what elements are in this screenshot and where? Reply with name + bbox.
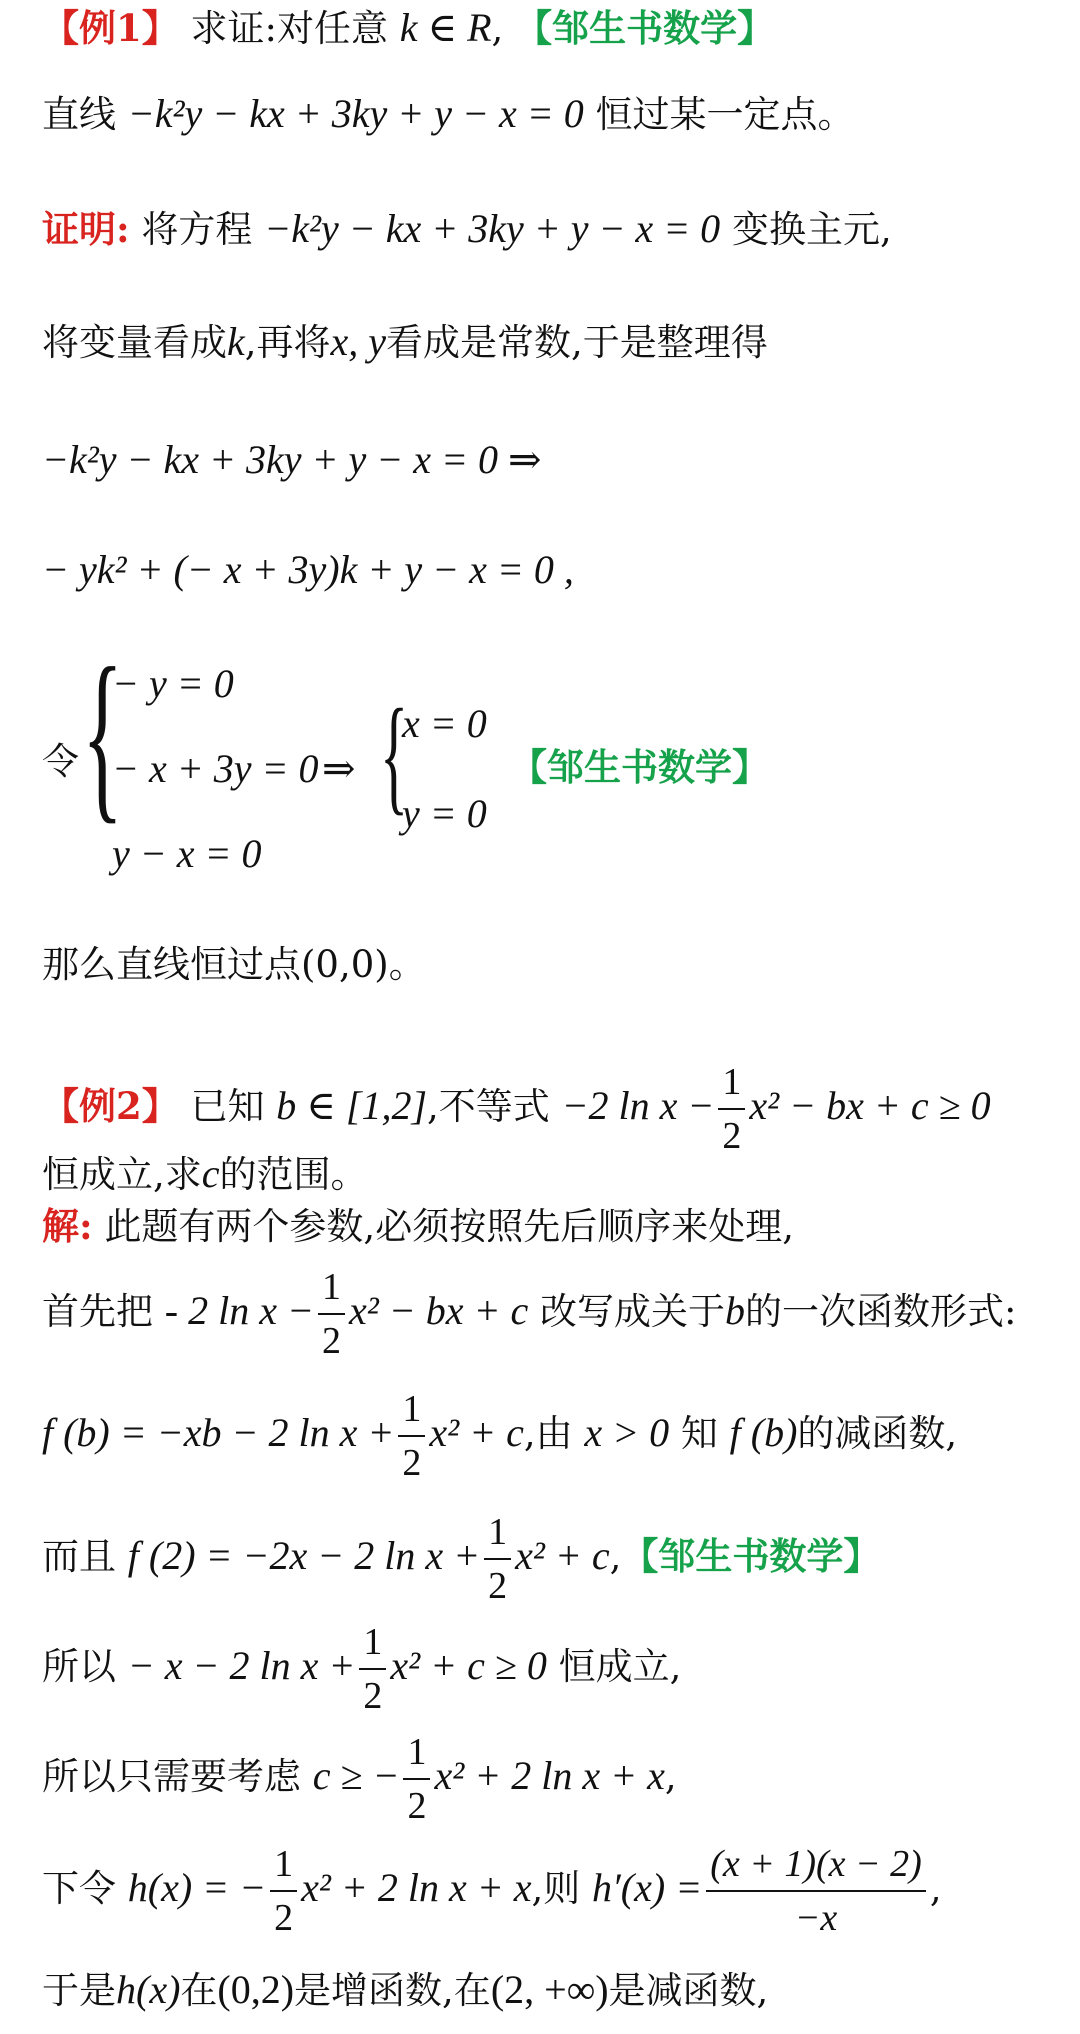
- solution-step2: [42, 1387, 957, 1486]
- solution-intro: [42, 1204, 794, 1249]
- step-text-2: 恒成立,: [558, 1645, 682, 1689]
- statement-equation: −k²y − kx + 3ky + y − x = 0: [127, 91, 584, 136]
- watermark: 【邹生书数学】: [510, 745, 769, 789]
- question-text-2: 的范围。: [219, 1153, 368, 1196]
- step-math: f (b) = −xb − 2 ln x +: [42, 1410, 395, 1456]
- fraction-numerator: 1: [403, 1730, 430, 1780]
- example2-question: [42, 1150, 368, 1198]
- inequality-part-1: −2 ln x −: [561, 1083, 715, 1129]
- solution-label: 解:: [42, 1204, 93, 1248]
- example1-conclusion: 那么直线恒过点(0,0)。: [42, 943, 426, 986]
- fraction-numerator: 1: [718, 1060, 745, 1110]
- step-math: f (2) = −2x − 2 ln x +: [127, 1533, 481, 1579]
- implies-arrow: ⇒: [322, 746, 356, 791]
- statement-text: 直线: [42, 93, 116, 136]
- derivative-denominator: −x: [794, 1896, 838, 1939]
- step-comma: ,: [664, 1755, 677, 1799]
- left-brace-2: {: [380, 683, 409, 827]
- system2-row2: y = 0: [402, 791, 487, 836]
- step1-text-2: ,再将: [244, 321, 331, 364]
- example2-prompt-text-2: ,不等式: [427, 1085, 550, 1129]
- step-text-2: 改写成关于: [539, 1290, 725, 1334]
- watermark: 【邹生书数学】: [621, 1534, 881, 1579]
- example2-title-line: [42, 1060, 991, 1159]
- fraction-denominator: 2: [321, 1319, 341, 1362]
- step-text-2: ,则: [531, 1867, 581, 1911]
- proof-text: 将方程: [141, 208, 253, 251]
- example2-label: 【例2】: [42, 1084, 179, 1129]
- fraction-half: [318, 1265, 345, 1364]
- system2-row1: x = 0: [402, 701, 487, 746]
- fraction-denominator: 2: [722, 1114, 742, 1157]
- solution-text: 此题有两个参数,必须按照先后顺序来处理,: [104, 1205, 794, 1248]
- step-bvar: b: [724, 1288, 745, 1334]
- fraction-denominator: 2: [274, 1896, 294, 1939]
- step-math: c ≥ −: [312, 1753, 400, 1799]
- example2-prompt-text: 已知: [190, 1085, 265, 1129]
- fraction-numerator: 1: [318, 1265, 345, 1315]
- step-text: 而且: [42, 1535, 116, 1579]
- derivative-lhs: h′(x) =: [592, 1865, 703, 1911]
- fraction-half: [270, 1842, 297, 1941]
- statement-text-2: 恒过某一定点。: [595, 93, 855, 136]
- left-brace-1: {: [82, 630, 124, 840]
- proof-equation: −k²y − kx + 3ky + y − x = 0: [264, 206, 721, 251]
- system1-row2: − x + 3y = 0: [112, 746, 319, 791]
- step-text: 下令: [42, 1867, 116, 1911]
- solution-step3: [42, 1510, 880, 1609]
- step-text-3: 是增函数,在: [294, 1969, 491, 2012]
- step-h: h(x): [116, 1967, 181, 2012]
- interval-2: (2, +∞): [490, 1967, 609, 2012]
- step-text: ,由: [523, 1412, 573, 1456]
- step-text-2: 在: [180, 1969, 218, 2012]
- step1-xy: x, y: [330, 319, 387, 364]
- step-text: 所以: [42, 1645, 116, 1689]
- step-text-4: 是减函数,: [608, 1969, 769, 2012]
- example1-label: 【例1】: [42, 6, 179, 50]
- question-text: 恒成立,求: [42, 1153, 202, 1196]
- example1-prompt-comma: ,: [491, 7, 504, 50]
- step-math: − x − 2 ln x +: [127, 1643, 356, 1689]
- fraction-denominator: 2: [402, 1441, 422, 1484]
- fraction-numerator: 1: [484, 1510, 511, 1560]
- equation-2: − yk² + (− x + 3y)k + y − x = 0 ,: [42, 547, 574, 592]
- step-math: h(x) = −: [127, 1865, 267, 1911]
- fraction-numerator: 1: [270, 1842, 297, 1892]
- ling-text: 令: [42, 740, 79, 783]
- inequality-part-2: x² − bx + c ≥ 0: [749, 1083, 991, 1129]
- step1-text: 将变量看成: [42, 321, 227, 364]
- fraction-half: [718, 1060, 745, 1159]
- example1-title-line: [42, 4, 774, 52]
- example1-prompt-math: k ∈ R: [399, 5, 492, 50]
- fraction-denominator: 2: [363, 1674, 383, 1717]
- derivative-fraction: [706, 1842, 926, 1941]
- fraction-half: [484, 1510, 511, 1609]
- fraction-denominator: 2: [407, 1784, 427, 1827]
- system1-row1: − y = 0: [112, 661, 234, 706]
- solution-step5: [42, 1730, 677, 1829]
- solution-step4: [42, 1620, 681, 1719]
- proof-label: 证明:: [42, 207, 130, 251]
- equation-1: −k²y − kx + 3ky + y − x = 0 ⇒: [42, 437, 542, 482]
- fraction-half: [403, 1730, 430, 1829]
- proof-text-2: 变换主元,: [731, 208, 892, 251]
- step-comma: ,: [609, 1535, 622, 1579]
- step-math-2: x² + 2 ln x + x: [301, 1865, 532, 1911]
- solution-step1: [42, 1265, 1016, 1364]
- fraction-numerator: 1: [398, 1387, 425, 1437]
- step-condition: x > 0: [584, 1410, 670, 1456]
- step-math-2: x² − bx + c: [348, 1288, 529, 1334]
- step-text: 于是: [42, 1969, 116, 2012]
- example2-condition: b ∈ [1,2]: [276, 1083, 428, 1129]
- watermark: 【邹生书数学】: [515, 6, 775, 50]
- derivative-numerator: (x + 1)(x − 2): [706, 1842, 926, 1892]
- solution-step6: [42, 1842, 942, 1941]
- step-text: 所以只需要考虑: [42, 1755, 301, 1799]
- step-math: - 2 ln x −: [164, 1288, 314, 1334]
- example1-statement: [42, 90, 855, 138]
- question-c: c: [201, 1151, 220, 1196]
- step1-k: k: [227, 319, 245, 364]
- step-math-2: x² + c: [429, 1410, 524, 1456]
- proof-line: [42, 205, 892, 253]
- step-math-2: x² + c ≥ 0: [390, 1643, 547, 1689]
- step-text-3: 的一次函数形式:: [744, 1290, 1017, 1334]
- fraction-denominator: 2: [488, 1564, 508, 1607]
- system1-row3: y − x = 0: [112, 831, 262, 876]
- step-text-2: 知: [680, 1412, 718, 1456]
- fraction-numerator: 1: [359, 1620, 386, 1670]
- step-text-3: 的减函数,: [797, 1412, 958, 1456]
- step-text: 首先把: [42, 1290, 153, 1334]
- solution-step7: [42, 1966, 768, 2014]
- example1-prompt-text: 求证:对任意: [190, 7, 388, 50]
- interval-1: (0,2): [217, 1967, 295, 2012]
- step-math-2: x² + c: [515, 1533, 610, 1579]
- fraction-half: [398, 1387, 425, 1486]
- step-math-2: x² + 2 ln x + x: [434, 1753, 665, 1799]
- fraction-half: [359, 1620, 386, 1719]
- step1-text-3: 看成是常数,于是整理得: [386, 321, 768, 364]
- step-comma: ,: [929, 1867, 942, 1911]
- step1-line: [42, 318, 768, 366]
- step-fb: f (b): [729, 1410, 798, 1456]
